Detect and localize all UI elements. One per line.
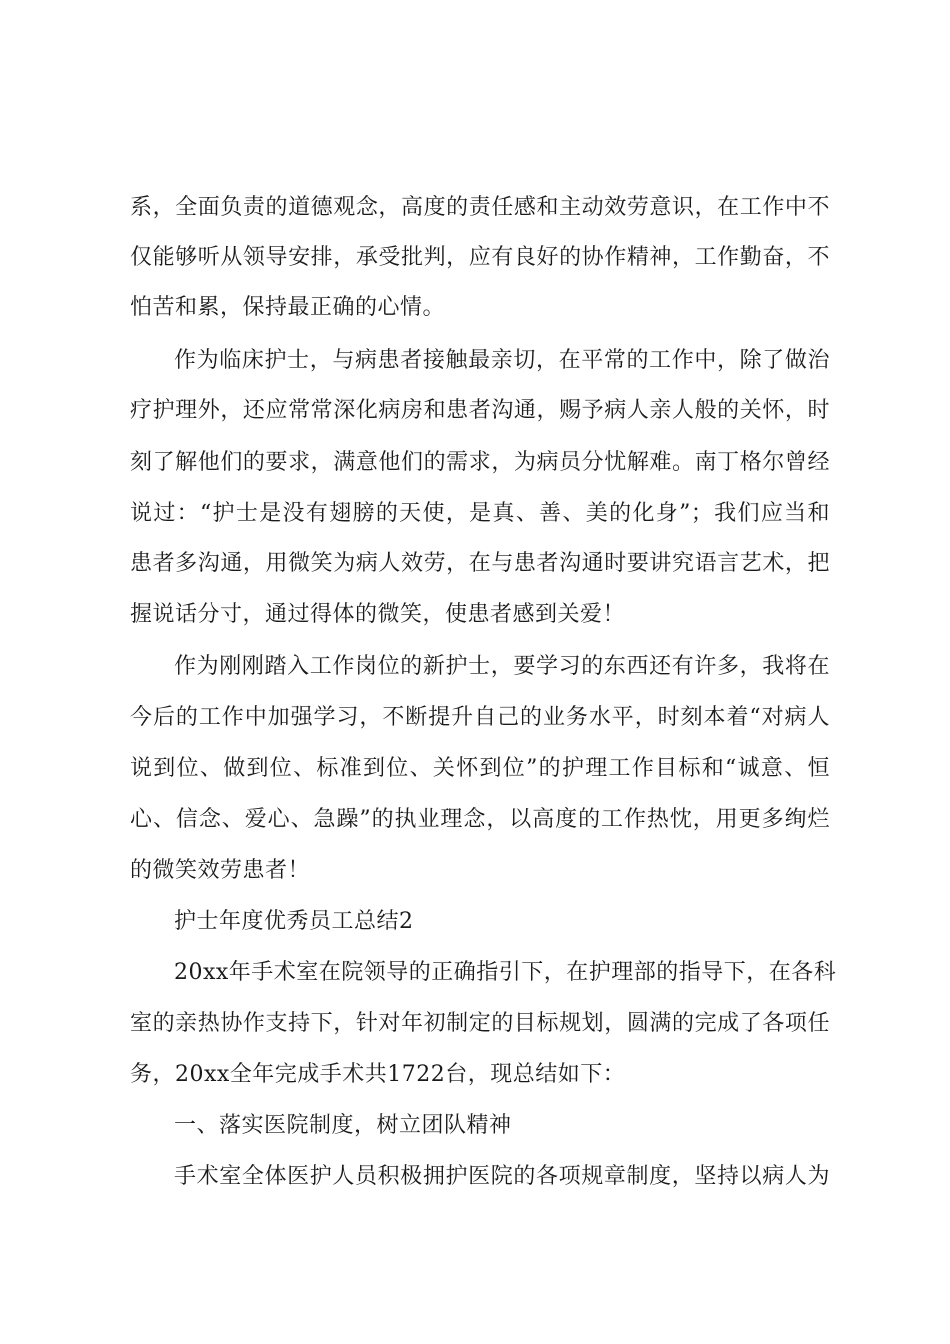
paragraph-line-18: 务，20xx全年完成手术共1722台，现总结如下：	[130, 1062, 626, 1087]
section-heading: 护士年度优秀员工总结2	[174, 909, 414, 934]
paragraph-line-6: 刻了解他们的要求，满意他们的需求，为病员分忧解难。南丁格尔曾经	[130, 450, 830, 475]
paragraph-line-4: 作为临床护士，与病患者接触最亲切，在平常的工作中，除了做治	[174, 348, 830, 373]
paragraph-line-3: 怕苦和累，保持最正确的心情。	[130, 295, 446, 320]
paragraph-line-17: 室的亲热协作支持下，针对年初制定的目标规划，圆满的完成了各项任	[130, 1011, 830, 1036]
paragraph-line-13: 心、信念、爱心、急躁”的执业理念，以高度的工作热忱，用更多绚烂	[130, 807, 830, 832]
paragraph-line-8: 患者多沟通，用微笑为病人效劳，在与患者沟通时要讲究语言艺术，把	[130, 551, 830, 576]
subsection-heading: 一、落实医院制度，树立团队精神	[174, 1113, 512, 1138]
paragraph-line-14: 的微笑效劳患者！	[130, 858, 311, 883]
paragraph-line-10: 作为刚刚踏入工作岗位的新护士，要学习的东西还有许多，我将在	[174, 654, 830, 679]
paragraph-line-5: 疗护理外，还应常常深化病房和患者沟通，赐予病人亲人般的关怀，时	[130, 398, 830, 423]
paragraph-line-2: 仅能够听从领导安排，承受批判，应有良好的协作精神，工作勤奋，不	[130, 245, 830, 270]
paragraph-line-12: 说到位、做到位、标准到位、关怀到位”的护理工作目标和“诚意、恒	[130, 756, 830, 781]
paragraph-line-7: 说过：“护士是没有翅膀的天使，是真、善、美的化身”；我们应当和	[130, 501, 830, 526]
paragraph-line-1: 系，全面负责的道德观念，高度的责任感和主动效劳意识，在工作中不	[130, 195, 830, 220]
paragraph-line-20: 手术室全体医护人员积极拥护医院的各项规章制度，坚持以病人为	[174, 1164, 830, 1189]
paragraph-line-9: 握说话分寸，通过得体的微笑，使患者感到关爱！	[130, 602, 626, 627]
paragraph-line-11: 今后的工作中加强学习，不断提升自己的业务水平，时刻本着“对病人	[130, 705, 830, 730]
paragraph-line-16: 20xx年手术室在院领导的正确指引下，在护理部的指导下，在各科	[174, 960, 837, 985]
